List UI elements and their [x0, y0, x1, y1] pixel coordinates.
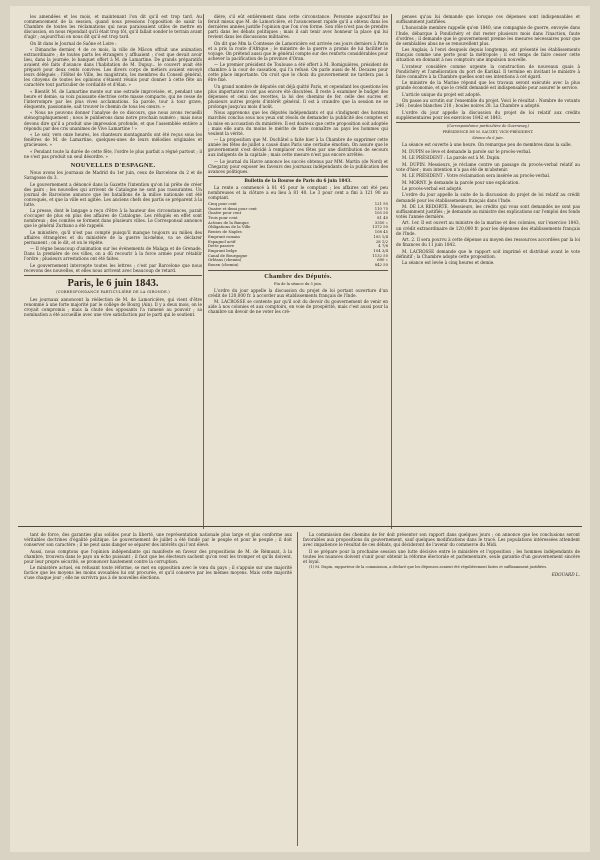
bourse-row-label: Rouen (chemin)	[208, 262, 239, 268]
correspondence-heading: (Correspondance particulière de Guernesey.)	[446, 124, 530, 129]
paragraph: — La proposition que M. Duchâtel a faite hier à la Chambre de supprimer cette année les fêtes de juillet a causé dans Paris une certaine émotion. On assure que le gouvernement s'est décidé à remplacer ces fêtes par une distribution de secours aux indigents de la capitale ; mais cette mesure n'est pas encore arrêtée.	[208, 137, 388, 158]
dateline-subtitle: (CORRESPONDANCE PARTICULIÈRE DE LA GIRONDE.)	[56, 289, 170, 294]
bourse-row-label: Rentes de Naples	[208, 229, 242, 235]
bourse-row-label: Trois pour cent	[208, 215, 238, 221]
paragraph: On passe au scrutin sur l'ensemble du projet. Voici le résultat : Nombre de votants 246 ; boules blanches 218 ; boules noires 28. La Chambre a adopté.	[396, 98, 580, 109]
paragraph: « Le soir, vers onze heures, les chanteurs montagnards ont été reçus sous les fenêtres de M. de Lamartine, quelques-unes de leurs mélodies originales et gracieuses. »	[24, 131, 202, 148]
dateline-title: Paris, le 6 juin 1843.	[67, 277, 159, 289]
column-1	[24, 14, 202, 524]
bourse-row-value: 842 50	[374, 262, 388, 268]
paragraph: Le ministre de la Marine répond que les travaux seront exécutés avec la plus grande économie, et que le crédit demandé est indispensable pour assurer le service.	[396, 80, 580, 91]
paragraph: penses qu'au lui demande que lorsque ces dépenses sont indispensables et suffisamment justifiées.	[396, 14, 580, 25]
paragraph: Le procès-verbal est adopté.	[402, 186, 463, 192]
paragraph: les amendées et les mois, et maintenant l'on dit qu'il est trop tard. Au commencement de la session, quand nous pressions l'opposition de saisir la Chambre de toutes les réclamations qui nous paraissaient utiles de mettre en discussion, on nous répondait qu'il était trop tôt, qu'il fallait sonder le terrain avant d'agir ; aujourd'hui on nous dit qu'il est trop tard.	[24, 14, 202, 40]
bourse-bulletin-text: La rente a commencé à 81 45 pour le comptant ; les affaires ont été peu nombreuses et la clôture a eu lieu à 81 40. Le 3 pour cent a fini à 121 90 au comptant.	[208, 185, 388, 201]
bourse-row-value: 3350 »	[374, 219, 388, 225]
paragraph: Aussi, nous comptons que l'opinion indépendante qui manifeste en faveur des propositions de M. de Rémusat, à la chambre, trouvera dans le pays un écho puissant ; il faut que les électeurs sachent qu'on veut les tromper et qu'ils doivent, pour leur propre sécurité, se prononcer hautement contre la corruption.	[24, 548, 292, 564]
paragraph: L'ordre du jour appelle la discussion du projet de loi portant ouverture d'un crédit de 120,000 fr. à accorder aux établissements français de l'Inde.	[208, 287, 388, 298]
bottom-column-left	[24, 532, 292, 844]
paragraph: dière, s'il eût entièrement dans cette circonstance. Personne aujourd'hui ne ferait mieux que M. de Lamoricière, et l'avancement rapide qu'il a obtenu dans les dernières années justifie l'opinion que l'on s'en forme. Son rôle n'est pas de prendre parti dans les débats politiques ; mais il sait tenir avec honneur la place qui lui revient dans les discussions militaires.	[208, 14, 388, 40]
paragraph: Art. 1er. Il est ouvert au ministre de la marine et des colonies, sur l'exercice 1843, un crédit extraordinaire de 120,000 fr. pour les dépenses des établissements français de l'Inde.	[396, 220, 580, 236]
bourse-row-value: 1372 50	[372, 224, 388, 230]
bourse-row-label: Actions de la Banque	[208, 219, 249, 225]
bourse-row-label: Canal de Bourgogne	[208, 252, 248, 258]
paragraph: On dit que Mm la Comtesse de Lamoricière est arrivée ces jours derniers à Paris et a pris la route d'Afrique ; le ministre de la guerre a promis de lui faciliter le voyage. On prétend aussi que le général compte sur des renforts considérables pour achever la pacification de la province d'Oran.	[208, 40, 388, 61]
paragraph: La séance est ouverte à une heure. On remarque peu de membres dans la salle.	[402, 142, 572, 148]
paragraph: tant de force, des garanties plus solides pour la liberté, une représentation nationale plus large et plus conforme aux véritables doctrines d'égalité politique. Le gouvernement de juillet a été fondé par le peuple et pour le peuple ; il doit conserver son caractère ; il ne peut sans danger se séparer des intérêts qui l'ont élevé.	[24, 532, 292, 548]
bourse-row-value: 81 40	[377, 215, 388, 221]
paragraph: L'ordre du jour appelle la discussion du projet de loi relatif aux crédits supplémentaires pour les exercices 1842 et 1843.	[396, 109, 580, 120]
paragraph: M. LE PRÉSIDENT : Votre réclamation sera insérée au procès-verbal.	[402, 173, 551, 179]
bourse-row-label: Quatre pour cent	[208, 210, 242, 216]
paragraph: L'article unique du projet est adopté.	[402, 91, 482, 97]
bourse-row-label: Emprunt belge	[208, 247, 237, 253]
bourse-row-label: Espagnol actif	[208, 238, 236, 244]
bourse-table	[208, 202, 388, 268]
bourse-row-label: Quatre et demi pour cent	[208, 205, 257, 211]
paragraph: La séance est levée à cinq heures et demie.	[402, 259, 495, 265]
newspaper-page	[10, 6, 590, 852]
paragraph: — Le premier président de Toulouse a été offert à M. Romiguières, président de chambre à la cour de cassation, qui l'a refusé. On parle aussi de M. Decazes pour cette place importante. On croit que le choix du gouvernement ne tardera pas à être fixé.	[208, 62, 388, 83]
bottom-column-rule	[297, 532, 298, 846]
paragraph: M. MORNY. Je demande la parole pour une explication.	[402, 179, 520, 185]
bourse-row-value: 104 3/4	[373, 247, 388, 253]
bourse-bulletin-title: Bulletin de la Bourse de Paris du 6 juin 1843.	[244, 178, 352, 184]
paragraph: M. DUPIN se lève et demande la parole sur le procès-verbal.	[402, 148, 532, 154]
paragraph: « Pendant toute la durée de cette fête, l'ordre le plus parfait a régné partout ; il ne s'est pas produit un seul désordre. »	[24, 148, 202, 159]
paragraph: M. DE LA REDORTE. Messieurs, les crédits qui vous sont demandés ne sont pas suffisamment justifiés ; je demande au ministre des explications sur l'emploi des fonds votés l'année dernière.	[396, 203, 580, 220]
paragraph: Il se prépare pour la prochaine session une lutte décisive entre le ministère et l'opposition ; les hommes indépendants de toutes les nuances doivent s'unir pour obtenir la réforme électorale et parlementaire, seule garantie d'un gouvernement sincère et loyal.	[303, 548, 580, 564]
divider	[24, 275, 202, 276]
paragraph: — Le journal du Havre annonce les succès obtenus par MM. Martin (de Nord) et Chegaray pour exposer les faveurs des journaux indépendants de la publication des avances politiques.	[208, 158, 388, 174]
bourse-row-label: Cinq pour cent	[208, 200, 237, 206]
paragraph: On lit dans le Journal de Saône et Loire :	[30, 40, 117, 46]
column-3	[396, 14, 580, 524]
paragraph: Le gouvernement intercepte toutes les lettres ; c'est par Barcelone que nous recevons des nouvelles, et elles nous arrivent avec beaucoup de retard.	[24, 262, 202, 273]
session-subtitle: Fin de la séance du 5 juin.	[273, 281, 323, 286]
presidency-line: PRÉSIDENCE DE M. SAUZET, VICE-PRÉSIDENT.	[442, 130, 534, 135]
footnote: (1) M. Dupin, rapporteur de la commission, a déclaré que les dépenses avaient été régulièrement faites et suffisamment justifiées.	[309, 565, 548, 570]
paragraph: Nous avons les journaux de Madrid du 1er juin, ceux de Barcelone du 2 et de Saragosse du 3.	[24, 170, 202, 181]
section-heading-spain: NOUVELLES D'ESPAGNE.	[70, 161, 156, 169]
bourse-row	[208, 263, 388, 268]
paragraph: Art. 2. Il sera pourvu à cette dépense au moyen des ressources accordées par la loi de finances du 11 juin 1842.	[396, 237, 580, 248]
paragraph: « Nous ne pouvons donner l'analyse de ce discours, que nous avons recueilli sténographiquement ; nous le publierons dans notre prochain numéro ; mais nous devons dire qu'il a produit une impression profonde, et que l'assemblée entière a répondu par des cris unanimes de Vive Lamartine ! »	[24, 110, 202, 131]
bourse-row-value: 105 50	[374, 210, 388, 216]
section-heading-chamber: Chambre des Députés.	[264, 273, 332, 281]
paragraph: L'ordre du jour appelle la suite de la discussion du projet de loi relatif au crédit demandé pour les établissements français dans l'Inde.	[396, 192, 580, 203]
column-rule-1	[203, 14, 204, 529]
divider	[396, 122, 580, 123]
paragraph: M. DUPIN. Messieurs, je réclame contre un passage du procès-verbal relatif au vote d'hier ; mon intention n'a pas été de m'abstenir.	[396, 161, 580, 172]
author-signature: EDOUARD L.	[551, 571, 580, 577]
column-2	[208, 14, 388, 524]
bourse-row-value: 110 75	[374, 205, 388, 211]
bourse-row-value: 690 »	[377, 257, 388, 263]
bourse-row-value: 4 7/8	[378, 243, 388, 249]
paragraph: Un grand nombre de députés ont déjà quitté Paris, et cependant les questions les plus importantes n'ont pas encore été discutées. Il reste à examiner le budget des dépenses et celui des recettes, la loi des chemins de fer, celle des sucres et plusieurs autres projets d'intérêt général. Il est à craindre que la session ne se prolonge jusqu'au mois d'août.	[208, 83, 388, 109]
paragraph: M. LACROSSE se contente par qu'il soit du devoir du gouvernement de venir en aide à nos colonies et aux comptoirs, en voie de prospérité, mais c'est aussi pour la chambre un devoir de ne voter les cré-	[208, 299, 388, 315]
bourse-row-value: 108 45	[374, 229, 388, 235]
divider	[208, 176, 388, 177]
bourse-row-value: 121 95	[374, 200, 388, 206]
bottom-column-right	[303, 532, 580, 844]
bourse-row-label: Dette passive	[208, 243, 234, 249]
paragraph: — Il règne beaucoup d'animation sur les événements de Malaga et de Grenade. Dans la première de ces villes, on a dû recourir à la force armée pour rétablir l'ordre ; plusieurs arrestations ont été faites.	[24, 246, 202, 262]
paragraph: La presse, dont le langage a reçu d'être à la hauteur des circonstances, parait s'occuper de plus en plus des affaires de Catalogne. Les réfugiés en effet sont nombreux ; des comités se forment dans plusieurs villes. Le Corresponsal annonce que le général Zurbano a été rappelé.	[24, 208, 202, 229]
paragraph: La commission des chemins de fer doit présenter son rapport dans quelques jours ; on annonce que les conclusions seront favorables aux propositions du gouvernement, sauf quelques modifications dans le tracé. Les populations intéressées attendent avec impatience le résultat de ces débats, qui décideront de l'avenir du commerce du Midi.	[303, 532, 580, 548]
paragraph: M. LE PRÉSIDENT : La parole est à M. Dupin.	[402, 155, 501, 161]
paragraph: L'honorable membre rappelle qu'en 1840, une compagnie de guerre, envoyée dans l'Inde, débarque à Pondichéry et dut rester plusieurs mois dans l'inaction, faute d'ordres ; il demande que le gouvernement prenne les mesures nécessaires pour que de semblables abus ne se renouvellent plus.	[396, 25, 580, 46]
bourse-row-label: Emprunt romain	[208, 233, 240, 239]
paragraph: Le ministère actuel, en refusant toute réforme, se met en opposition avec le vœu du pays ; il s'appuie sur une majorité factice que les moyens les moins avouables lui ont procurée, et qu'il conserve par les mêmes moyens. Mais cette majorité s'use chaque jour ; elle ne survivra pas à de nouvelles élections.	[24, 565, 292, 581]
paragraph: Les Anglais, à l'envi desquels depuis longtemps, ont présenté les établissements français comme une perte pour la métropole ; il est temps de faire cesser cette situation en donnant à nos comptoirs une impulsion nouvelle.	[396, 47, 580, 63]
paragraph: Les journaux annoncent la réélection de M. de Lamoricière, qui vient d'être renommé à une forte majorité par le collège de Bourg (Ain). Il y a deux mois, on le croyait compromis ; mais la chute des opposants l'a ramené au pouvoir ; sa nomination a été accueillie avec une vive satisfaction par le parti qui le soutient.	[24, 296, 202, 317]
divider	[208, 270, 388, 271]
session-date: Séance du 6 juin.	[472, 136, 504, 141]
bourse-row-value: 1132 50	[372, 252, 388, 258]
paragraph: M. LACROSSE demande que le rapport soit imprimé et distribué avant le vote définitif ; la Chambre adopte cette proposition.	[396, 248, 580, 259]
paragraph: « Dimanche dernier, 4 de ce mois, la ville de Mâcon offrait une animation extraordinaire ; de toutes parts les étrangers y affluaient ; c'est que devait avoir lieu, dans la journée, le banquet offert à M. de Lamartine. De grands préparatifs avaient été faits d'avance dans l'habitation de M. Dupuy... le couvert avait été préparé pour deux cents convives. Les divers corps de métiers avaient envoyé leurs délégués ; l'Hôtel de Ville, les magistrats, les membres du Conseil général, les citoyens de toutes les opinions s'étaient réunis pour donner à cette fête un caractère tout particulier de cordialité et d'élan. »	[24, 47, 202, 88]
bourse-row-label: Orléans (chemin)	[208, 257, 242, 263]
paragraph: Nous apprenons que les députés indépendants et qui s'indignent des honteux marchés conclus sous nos yeux ont résolu de demander la publicité des comptes et la mise en accusation du ministère. Il est douteux que cette proposition soit adoptée ; mais elle aura du moins le mérite de faire connaître au pays les hommes qui veulent la vérité.	[208, 110, 388, 136]
section-divider	[18, 526, 582, 527]
bourse-row-label: Obligations de la Ville	[208, 224, 251, 230]
column-rule-2	[391, 14, 392, 529]
paragraph: « Bientôt M. de Lamartine monte sur une estrade improvisée, et, pendant une heure et demie, sa voix puissante électrise cette masse compacte, qui ne cesse de l'interrompre par les plus vives acclamations. Sa parole, tour à tour grave, éloquente, passionnée, sait trouver le chemin de tous les cœurs. »	[24, 88, 202, 109]
paragraph: Le gouvernement a dénoncé dans la Gazette l'intention qu'on lui prête de créer des pairs ; les nouvelles qui arrivent de Catalogne ne sont pas rassurantes. Un journal de Barcelone annonce que les bataillons de la milice nationale ont été convoqués, et que la ville est agitée. Les anciens chefs des partis se préparent à la lutte.	[24, 181, 202, 207]
bourse-row-value: 28 1/2	[375, 238, 388, 244]
bourse-row-value: 105 1/4	[373, 233, 388, 239]
paragraph: L'orateur considère comme urgente la construction de nouveaux quais à Pondichéry et l'amélioration du port de Karikal. Il termine en invitant le ministre à faire connaître à la Chambre quelles sont ses intentions à cet égard.	[396, 63, 580, 79]
paragraph: Le ministère, qu'il n'est pas compté puisqu'il manque toujours au milieu des affaires étrangères et du ministère de la guerre lui-même, va se déclarer permanent ; on le dit, et on le répète.	[24, 229, 202, 245]
